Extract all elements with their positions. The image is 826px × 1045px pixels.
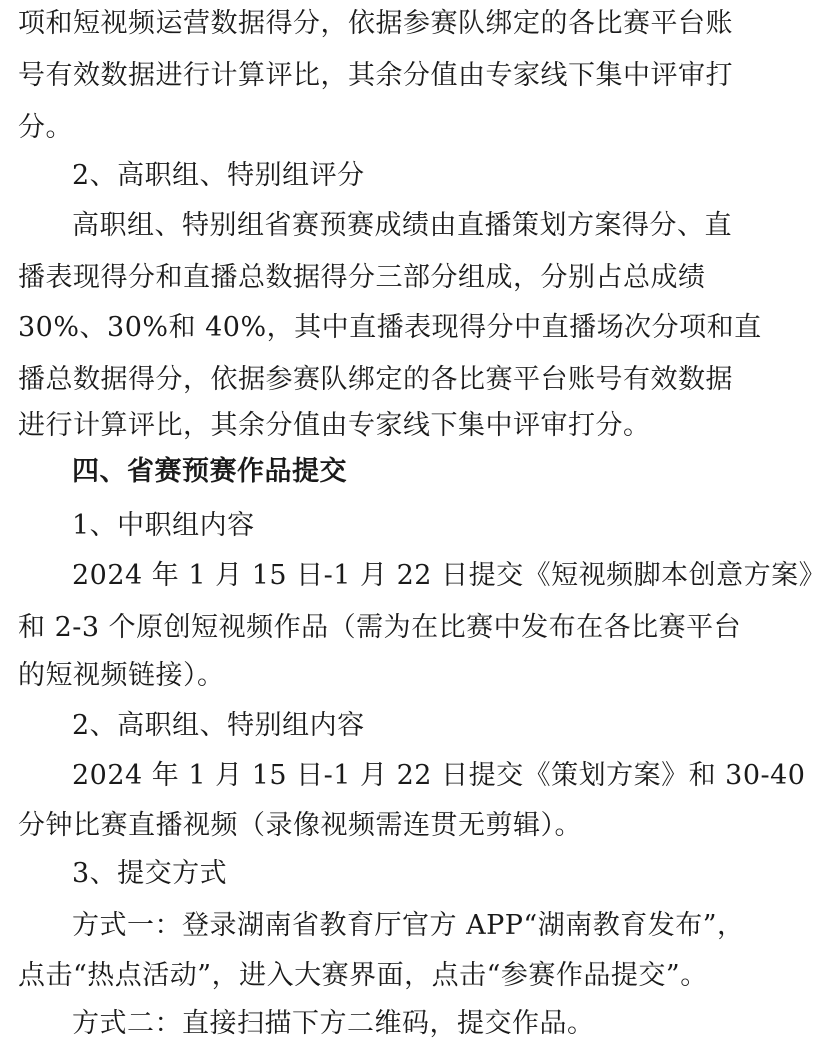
section-heading: 四、省赛预赛作品提交 [72,456,347,487]
section-subheading: 1、中职组内容 [72,510,255,541]
paragraph-line: 的短视频链接）。 [18,660,225,691]
paragraph-line: 分钟比赛直播视频（录像视频需连贯无剪辑）。 [18,810,582,841]
paragraph-line: 2024 年 1 月 15 日-1 月 22 日提交《短视频脚本创意方案》 [72,560,826,591]
paragraph-line: 进行计算评比，其余分值由专家线下集中评审打分。 [18,410,651,441]
paragraph-line: 点击“热点活动”，进入大赛界面，点击“参赛作品提交”。 [18,960,708,991]
section-subheading: 2、高职组、特别组内容 [72,710,365,741]
section-subheading: 3、提交方式 [72,858,228,889]
paragraph-line: 播总数据得分，依据参赛队绑定的各比赛平台账号有效数据 [18,364,733,395]
paragraph-line: 号有效数据进行计算评比，其余分值由专家线下集中评审打 [18,60,733,91]
paragraph-line: 方式一：登录湖南省教育厅官方 APP“湖南教育发布”， [72,910,745,941]
paragraph-line: 方式二：直接扫描下方二维码，提交作品。 [72,1008,595,1039]
section-subheading: 2、高职组、特别组评分 [72,160,365,191]
paragraph-line: 高职组、特别组省赛预赛成绩由直播策划方案得分、直 [72,210,732,241]
paragraph-line: 播表现得分和直播总数据得分三部分组成，分别占总成绩 [18,262,706,293]
paragraph-line: 项和短视频运营数据得分，依据参赛队绑定的各比赛平台账 [18,8,733,39]
paragraph-line: 分。 [18,112,73,143]
paragraph-line: 和 2-3 个原创短视频作品（需为在比赛中发布在各比赛平台 [18,612,742,643]
paragraph-line: 2024 年 1 月 15 日-1 月 22 日提交《策划方案》和 30-40 [72,760,806,791]
paragraph-line: 30%、30%和 40%，其中直播表现得分中直播场次分项和直 [18,312,762,343]
